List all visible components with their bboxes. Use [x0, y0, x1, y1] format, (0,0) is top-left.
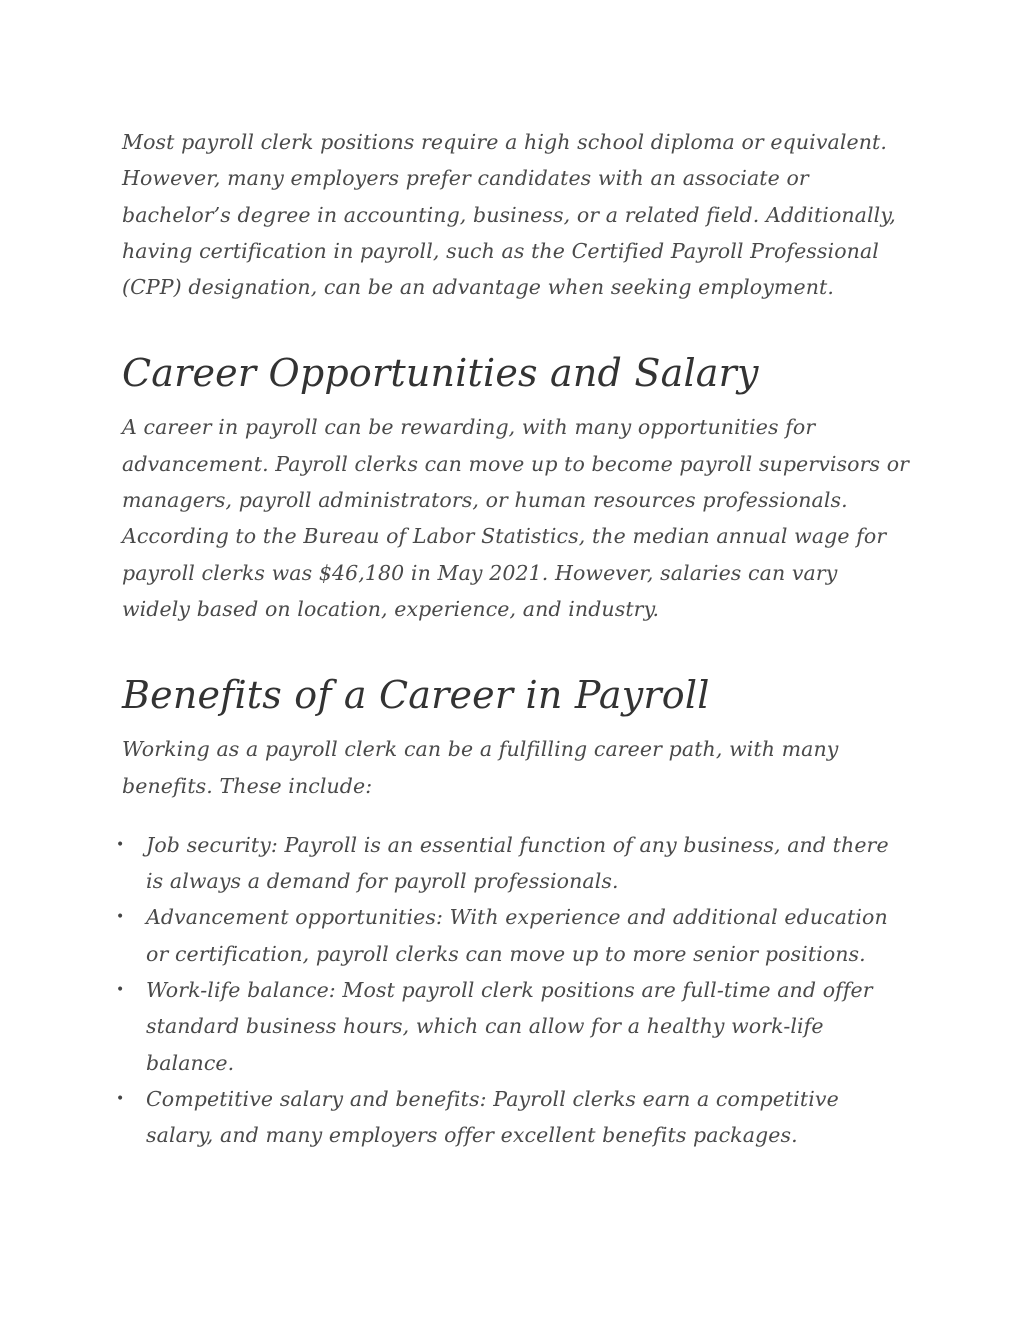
benefits-list — [114, 827, 912, 1154]
document-page — [116, 124, 912, 1154]
list-item — [116, 899, 912, 972]
list-item — [116, 972, 912, 1081]
intro-paragraph: Most payroll clerk positions require a high school diploma or equivalent. However, many employers prefer candidates with an associate or bachelor’s degree in accounting, business, or a related field. Additionally, having certification in payroll, such as the Certified Payroll Professional (CPP) designation, can be an advantage when seeking employment. — [122, 130, 896, 300]
list-item-text: Work-life balance: Most payroll clerk positions are full-time and offer standard business hours, which can allow for a healthy work-life balance. — [146, 978, 873, 1075]
bullet-icon: • — [116, 836, 125, 853]
list-item — [116, 1081, 912, 1154]
bullet-icon: • — [116, 982, 125, 999]
list-item-text: Competitive salary and benefits: Payroll clerks earn a competitive salary, and many employers offer excellent benefits packages. — [146, 1086, 839, 1148]
list-item-text: Job security: Payroll is an essential function of any business, and there is always a demand for payroll professionals. — [146, 832, 889, 894]
benefits-section-heading: Benefits of a Career in Payroll — [122, 673, 710, 718]
list-item-text: Advancement opportunities: With experience and additional education or certification, payroll clerks can move up to more senior positions. — [146, 905, 888, 966]
bullet-icon: • — [116, 909, 125, 926]
bullet-icon: • — [116, 1090, 125, 1107]
career-section-heading: Career Opportunities and Salary — [122, 351, 759, 396]
career-section-paragraph: A career in payroll can be rewarding, with many opportunities for advancement. Payroll clerks can move up to become payroll supervisors or managers, payroll administrators, or human resources professionals. According to the Bureau of Labor Statistics, the median annual wage for payroll clerks was $46,180 in May 2021. However, salaries can vary widely based on location, experience, and industry. — [122, 415, 910, 621]
benefits-section-paragraph: Working as a payroll clerk can be a fulfilling career path, with many benefits. These include: — [122, 737, 839, 798]
list-item — [116, 827, 912, 900]
